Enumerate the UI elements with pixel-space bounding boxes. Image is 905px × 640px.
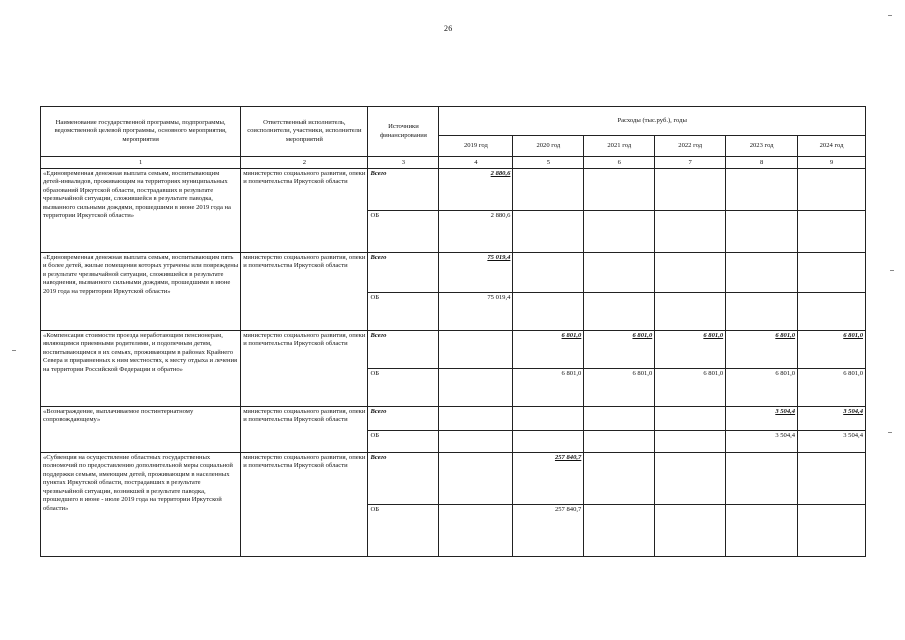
column-number: 5 [513,157,584,169]
value-cell [655,293,726,331]
value-cell [513,431,584,453]
value-cell [655,407,726,431]
value-cell: 6 801,0 [513,369,584,407]
value-cell [584,211,655,253]
value-cell [584,253,655,293]
value-cell: 2 880,6 [439,169,513,211]
value-cell [655,253,726,293]
value-cell [726,505,798,557]
program-name: «Единовременная денежная выплата семьям, воспитывающим детей-инвалидов, проживающим на территориях муниципальных образований Иркутской области, пострадавших в результате чрезвычайной ситуации, сложившейся в результате паводка, вызванного сильными дождями, прошедшими в июне 2019 года на территории Иркутской области» [41,169,241,253]
value-cell [798,453,866,505]
value-cell [655,505,726,557]
program-name: «Вознаграждение, выплачиваемое постинтернатному сопровождающему» [41,407,241,453]
value-cell [798,211,866,253]
value-cell: 257 840,7 [513,453,584,505]
value-cell: 75 019,4 [439,293,513,331]
value-cell [513,407,584,431]
value-cell: 3 504,4 [726,431,798,453]
header-executor: Ответственный исполнитель, соисполнители, участники, исполнители мероприятий [241,107,368,157]
executor: министерство социального развития, опеки и попечительства Иркутской области [241,453,368,557]
table-row [41,453,866,505]
budget-table [40,106,866,557]
header-year: 2021 год [584,136,655,157]
value-cell: 257 840,7 [513,505,584,557]
value-cell [584,505,655,557]
value-cell [798,253,866,293]
source-label: ОБ [368,369,439,407]
value-cell [439,453,513,505]
value-cell: 3 504,4 [798,431,866,453]
value-cell [655,211,726,253]
value-cell [513,253,584,293]
value-cell [439,505,513,557]
source-label: ОБ [368,431,439,453]
column-number: 9 [798,157,866,169]
header-year: 2020 год [513,136,584,157]
value-cell [439,369,513,407]
column-number: 2 [241,157,368,169]
column-number: 3 [368,157,439,169]
value-cell [726,211,798,253]
value-cell [726,453,798,505]
value-cell [513,169,584,211]
source-label: Всего [368,169,439,211]
value-cell: 3 504,4 [798,407,866,431]
header-source: Источники финансирования [368,107,439,157]
value-cell [584,169,655,211]
header-year: 2019 год [439,136,513,157]
executor: министерство социального развития, опеки и попечительства Иркутской области [241,407,368,453]
value-cell: 6 801,0 [655,331,726,369]
source-label: ОБ [368,505,439,557]
value-cell [798,169,866,211]
table-row [41,253,866,293]
value-cell: 2 880,6 [439,211,513,253]
column-number: 8 [726,157,798,169]
header-year: 2022 год [655,136,726,157]
executor: министерство социального развития, опеки и попечительства Иркутской области [241,331,368,407]
executor: министерство социального развития, опеки и попечительства Иркутской области [241,253,368,331]
scan-mark [888,15,892,16]
column-number: 4 [439,157,513,169]
table-row [41,331,866,369]
value-cell: 6 801,0 [798,331,866,369]
column-number: 7 [655,157,726,169]
source-label: ОБ [368,211,439,253]
value-cell [726,253,798,293]
scan-mark [12,350,16,351]
source-label: Всего [368,253,439,293]
column-number: 6 [584,157,655,169]
value-cell: 6 801,0 [655,369,726,407]
executor: министерство социального развития, опеки и попечительства Иркутской области [241,169,368,253]
value-cell: 6 801,0 [513,331,584,369]
value-cell: 6 801,0 [584,331,655,369]
column-number: 1 [41,157,241,169]
value-cell [439,431,513,453]
source-label: ОБ [368,293,439,331]
scan-mark [890,270,894,271]
value-cell [798,293,866,331]
table-row [41,169,866,211]
value-cell [798,505,866,557]
value-cell [584,453,655,505]
program-name: «Единовременная денежная выплата семьям, воспитывающим пять и более детей, жилые помещения которых утрачены или повреждены в результате чрезвычайной ситуации, сложившейся в результате наводнения, вызванного сильными дождями, прошедшими в июне 2019 года на территории Иркутской области» [41,253,241,331]
value-cell [584,293,655,331]
value-cell [726,169,798,211]
value-cell [655,169,726,211]
value-cell: 6 801,0 [584,369,655,407]
value-cell [655,431,726,453]
program-name: «Субвенция на осуществление областных государственных полномочий по предоставлению дополнительной меры социальной поддержки семьям, имеющим детей, проживающим в населенных пунктах Иркутской области, пострадавших в результате чрезвычайной ситуации, возникшей в результате паводка, прошедшего в июне - июле 2019 года на территории Иркутской области» [41,453,241,557]
value-cell: 75 019,4 [439,253,513,293]
source-label: Всего [368,453,439,505]
value-cell [439,407,513,431]
table-row [41,407,866,431]
value-cell [513,211,584,253]
value-cell [439,331,513,369]
value-cell [584,431,655,453]
value-cell: 6 801,0 [798,369,866,407]
value-cell: 3 504,4 [726,407,798,431]
value-cell [513,293,584,331]
column-numbers-row [41,157,866,169]
scan-mark [888,432,892,433]
value-cell [726,293,798,331]
value-cell [584,407,655,431]
page-number: 26 [444,24,453,33]
program-name: «Компенсация стоимости проезда неработающим пенсионерам, являющимся приемными родителями, и подопечным детям, воспитывающимся в их семьях, проживающим в районах Крайнего Севера и приравненных к ним местностях, к месту отдыха и лечения на территории Российской Федерации и обратно» [41,331,241,407]
value-cell [655,453,726,505]
value-cell: 6 801,0 [726,331,798,369]
value-cell: 6 801,0 [726,369,798,407]
source-label: Всего [368,331,439,369]
header-program: Наименование государственной программы, подпрограммы, ведомственной целевой программы, основного мероприятия, мероприятия [41,107,241,157]
header-year: 2024 год [798,136,866,157]
header-expenses: Расходы (тыс.руб.), годы [439,107,866,136]
source-label: Всего [368,407,439,431]
header-year: 2023 год [726,136,798,157]
header-row [41,107,866,136]
